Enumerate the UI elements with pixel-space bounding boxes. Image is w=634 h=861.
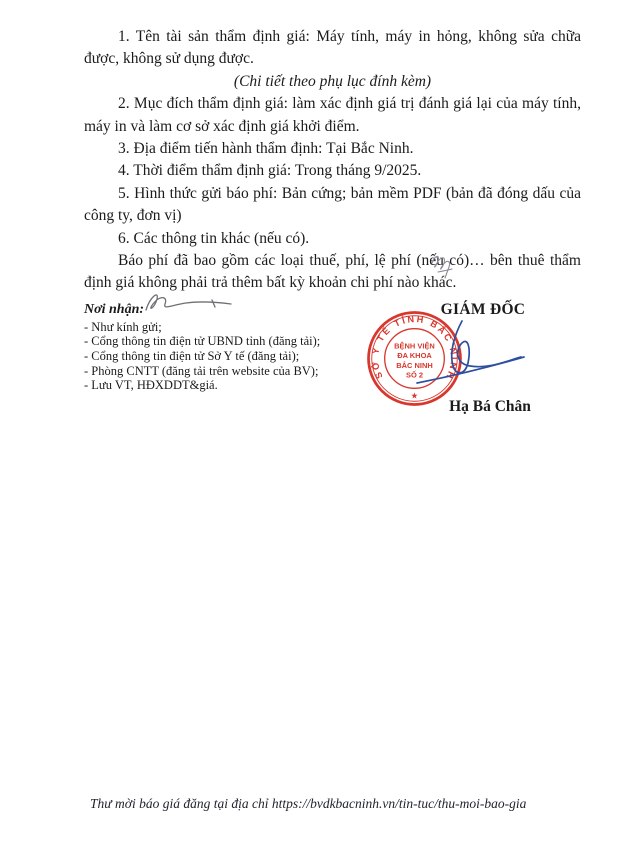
stamp-hospital-line: BẮC NINH — [396, 360, 433, 370]
signer-title: GIÁM ĐỐC — [440, 300, 526, 318]
paragraph-location: 3. Địa điểm tiến hành thẩm định: Tại Bắc Ninh. — [118, 140, 414, 158]
recipient-item: - Như kính gửi; — [84, 319, 162, 334]
recipients-label: Nơi nhận: — [84, 301, 145, 317]
recipient-item: - Phòng CNTT (đăng tải trên website của BV); — [84, 363, 319, 378]
paragraph-delivery-form: 5. Hình thức gửi báo phí: Bản cứng; bản mềm PDF (bản đã đóng dấu của công ty, đơn vị) — [84, 184, 581, 225]
paragraph-other-info: 6. Các thông tin khác (nếu có). — [118, 229, 310, 247]
signer-name: Hạ Bá Chân — [449, 397, 531, 415]
paragraph-asset-name: 1. Tên tài sản thẩm định giá: Máy tính, máy in hỏng, không sửa chữa được, không sử dụng được. — [84, 28, 581, 68]
stamp-hospital-line: ĐA KHOA — [397, 351, 432, 361]
paragraph-fee-note: Báo phí đã bao gồm các loại thuế, phí, lệ phí (nếu có)… bên thuê thẩm định giá không phải trả thêm bất kỳ khoản chi phí nào khác. — [84, 252, 581, 292]
recipient-item: - Lưu VT, HĐXDDT&giá. — [84, 378, 218, 393]
paragraph-purpose: 2. Mục đích thẩm định giá: làm xác định giá trị đánh giá lại của máy tính, máy in và làm cơ sở xác định giá khởi điểm. — [84, 95, 581, 135]
signature-row — [84, 300, 581, 415]
stamp-hospital-line: SỐ 2 — [405, 370, 424, 380]
attachment-note: (Chi tiết theo phụ lục đính kèm) — [233, 72, 432, 90]
document-body — [84, 26, 581, 415]
stamp-ring-text: SỞ Y TẾ TỈNH BẮC NINH — [370, 314, 459, 381]
paragraph-time: 4. Thời điểm thẩm định giá: Trong tháng 9/2025. — [118, 162, 422, 180]
recipients-block — [84, 300, 384, 393]
recipient-item: - Cổng thông tin điện tử Sở Y tế (đăng tải); — [84, 349, 300, 364]
official-stamp — [366, 310, 463, 407]
recipient-item: - Cổng thông tin điện tử UBND tỉnh (đăng tải); — [84, 334, 321, 349]
stamp-star-icon: ★ — [410, 390, 419, 401]
footer-note: Thư mời báo giá đăng tại địa chỉ https://bvdkbacninh.vn/tin-tuc/thu-moi-bao-gia — [90, 796, 527, 811]
stamp-hospital-line: BỆNH VIỆN — [394, 341, 435, 351]
